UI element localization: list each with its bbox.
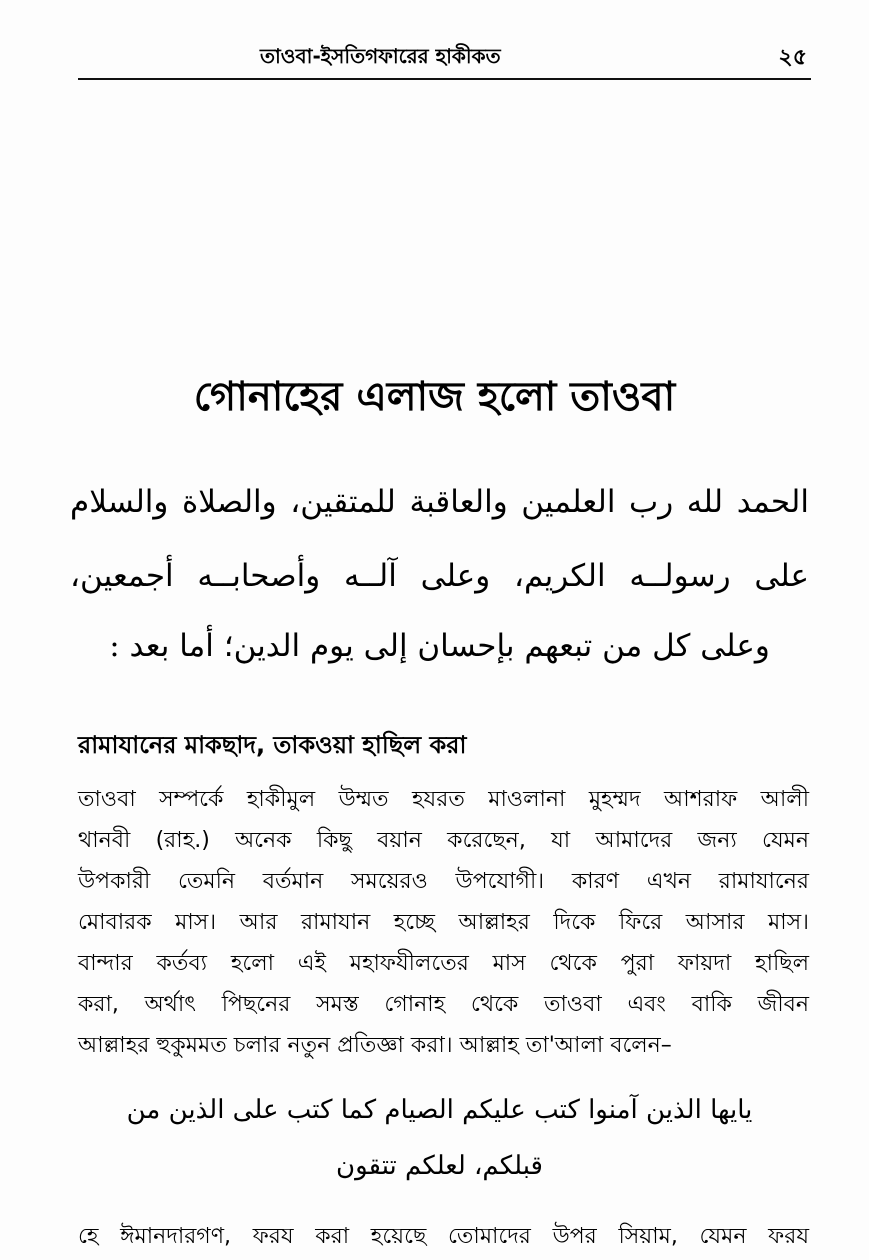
arabic-opening-line-3: وعلى كل من تبعهم بإحسان إلى يوم الدين؛ أما بعد : — [109, 628, 770, 664]
arabic-opening-line-2: على رسولــه الكريم، وعلى آلــه وأصحابــه أجمعين، — [70, 558, 809, 594]
arabic-opening-line-1: الحمد لله رب العلمين والعاقبة للمتقين، والصلاة والسلام — [70, 484, 809, 520]
page-number: ২৫ — [778, 45, 807, 70]
paragraph-line: করা, অর্থাৎ পিছনের সমস্ত গোনাহ থেকে তাওবা এবং বাকি জীবন — [78, 992, 809, 1017]
paragraph-line: মোবারক মাস। আর রামাযান হচ্ছে আল্লাহর দিকে ফিরে আসার মাস। — [78, 910, 809, 935]
chapter-title: গোনাহের এলাজ হলো তাওবা — [193, 374, 676, 420]
section-heading: রামাযানের মাকছাদ, তাকওয়া হাছিল করা — [78, 731, 467, 759]
paragraph-line: তাওবা সম্পর্কে হাকীমুল উম্মত হযরত মাওলানা মুহম্মদ আশরাফ আলী — [78, 787, 809, 812]
running-header-title: তাওবা-ইসতিগফারের হাকীকত — [260, 44, 501, 68]
translation-line: হে ঈমানদারগণ, ফরয করা হয়েছে তোমাদের উপর সিয়াম, যেমন ফরয — [78, 1224, 809, 1249]
quran-verse-line-2: قبلكم، لعلكم تتقون — [336, 1151, 543, 1181]
quran-verse-line-1: يايها الذين آمنوا كتب عليكم الصيام كما كتب على الذين من — [126, 1095, 753, 1125]
paragraph-line: উপকারী তেমনি বর্তমান সময়েরও উপযোগী। কারণ এখন রামাযানের — [78, 869, 809, 894]
header-divider — [78, 78, 811, 80]
paragraph-line: বান্দার কর্তব্য হলো এই মহাফযীলতের মাস থেকে পুরা ফায়দা হাছিল — [78, 951, 809, 976]
paragraph-line: থানবী (রাহ.) অনেক কিছু বয়ান করেছেন, যা আমাদের জন্য যেমন — [78, 828, 809, 853]
paragraph-line: আল্লাহর হুকুমমত চলার নতুন প্রতিজ্ঞা করা। আল্লাহ তা'আলা বলেন– — [78, 1033, 672, 1058]
